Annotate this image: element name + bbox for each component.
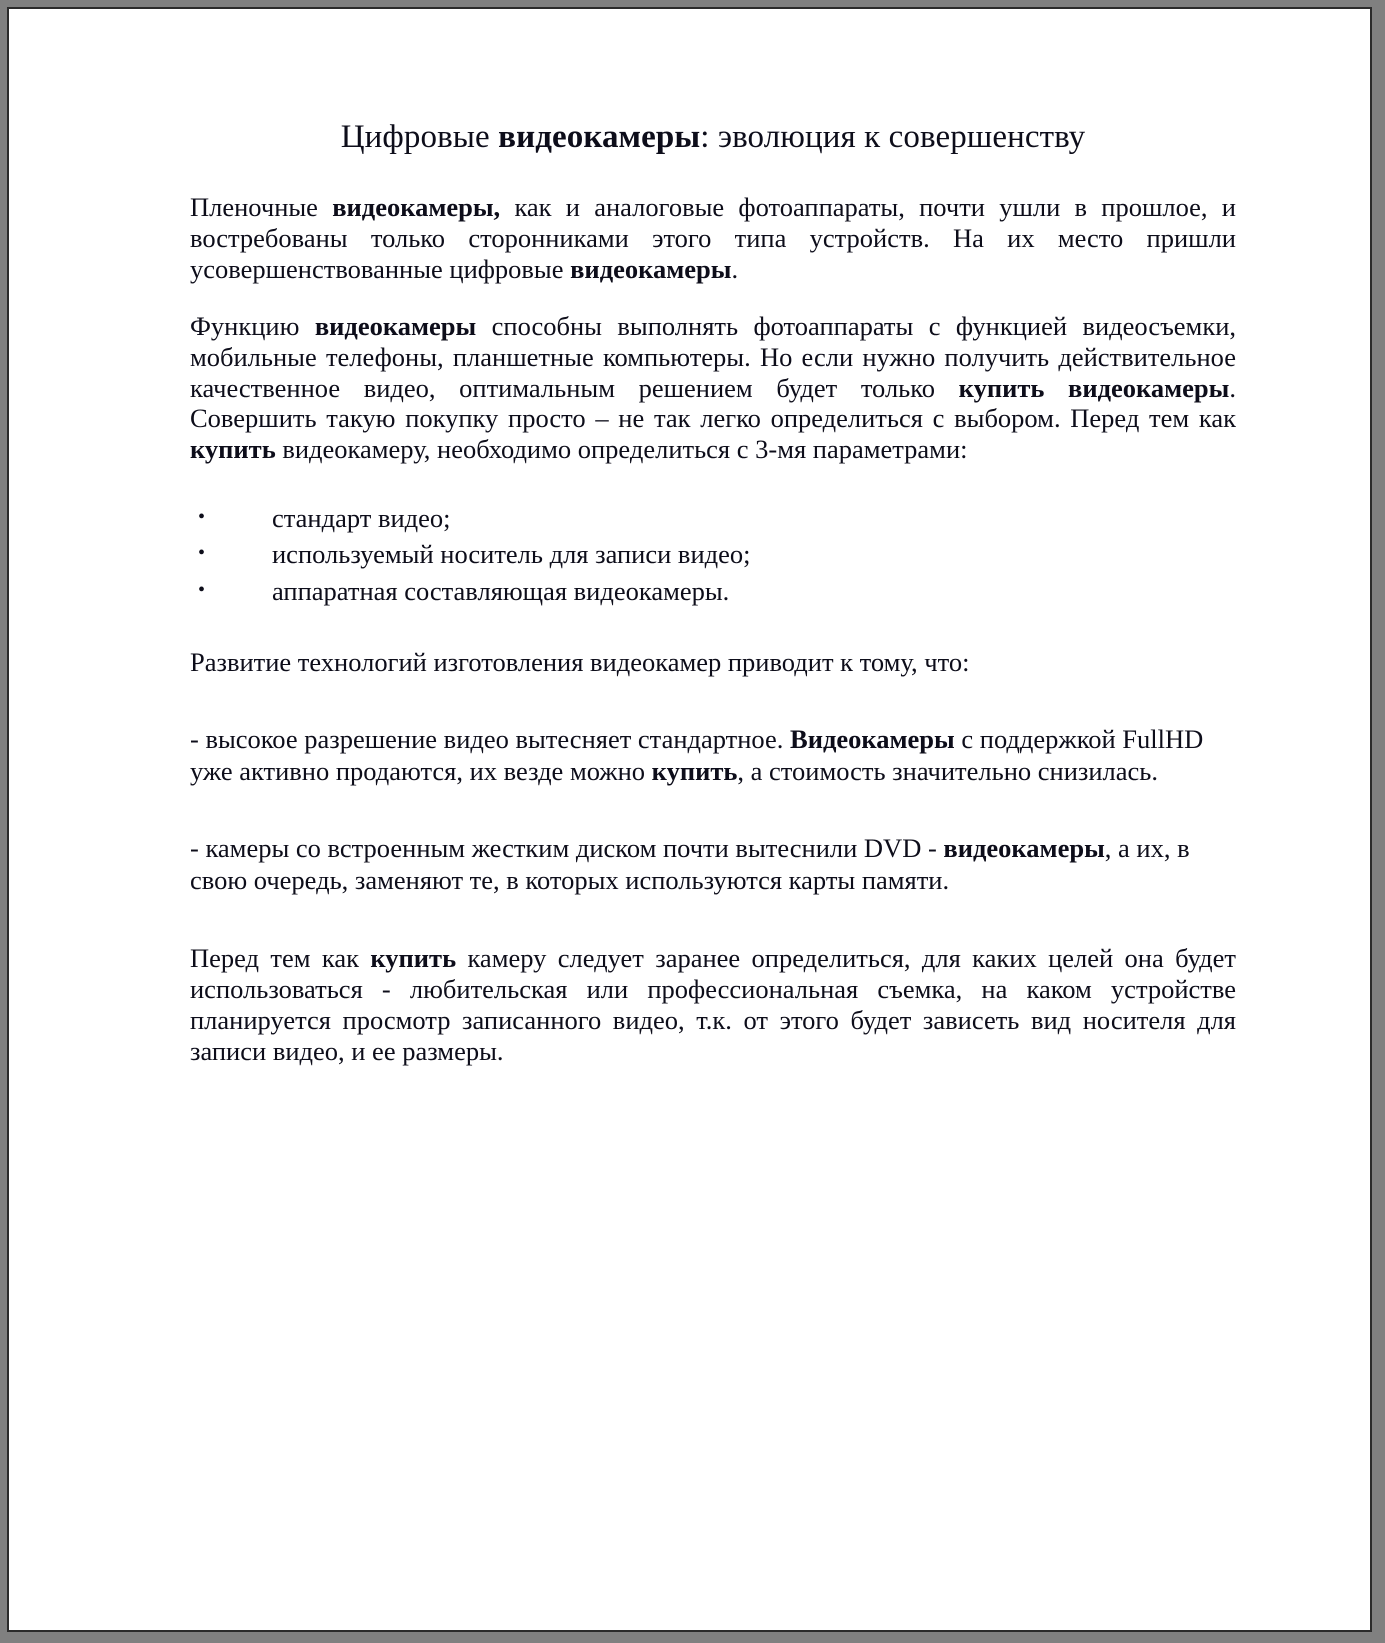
paragraph-5 <box>190 833 1236 897</box>
paragraph-6-segment-1: Перед тем как <box>190 942 371 973</box>
paragraph-4-bold-2: купить <box>651 755 738 786</box>
paragraph-5-segment-1: - камеры со встроенным жестким диском почти вытеснили DVD - <box>190 833 944 864</box>
list-item-label: стандарт видео; <box>272 503 451 534</box>
paragraph-1-bold-1: видеокамеры, <box>332 192 501 223</box>
paragraph-1 <box>190 192 1236 285</box>
bullet-icon: • <box>198 578 206 601</box>
paragraph-5-bold-1: видеокамеры <box>943 833 1105 864</box>
document-page <box>9 9 1370 1630</box>
paragraph-1-segment-3: . <box>731 253 739 284</box>
bullet-icon: • <box>198 542 206 565</box>
list-item <box>190 539 1236 570</box>
page-title <box>190 117 1236 158</box>
paragraph-4-spacer <box>190 813 1236 833</box>
paragraph-4-segment-2: с поддержкой FullHD уже активно продаются, их везде можно <box>190 723 1204 786</box>
paragraph-2-bold-2: купить видеокамеры <box>958 372 1230 403</box>
paragraph-2-bold-3: купить <box>190 434 276 465</box>
paragraph-2-bold-1: видеокамеры <box>314 310 477 341</box>
paragraph-4-segment-3: , а стоимость значительно снизилась. <box>737 755 1158 786</box>
paragraph-1-bold-2: видеокамеры <box>570 253 732 284</box>
paragraph-6-segment-2: камеру следует заранее определиться, для каких целей она будет использоваться - любительская или профессиональная съемка, на каком устройстве планируется просмотр записанного видео, т.к. от этого будет зависеть вид носителя для записи видео, и ее размеры. <box>190 942 1236 1066</box>
list-top-spacer <box>190 491 1236 503</box>
paragraph-6-bold-1: купить <box>370 942 457 973</box>
bullet-icon: • <box>198 506 206 529</box>
paragraph-5-spacer <box>190 923 1236 943</box>
list-item-label: используемый носитель для записи видео; <box>272 539 751 570</box>
list-item <box>190 503 1236 534</box>
title-text-bold: видеокамеры <box>498 119 701 155</box>
list-item <box>190 576 1236 607</box>
paragraph-3-spacer <box>190 704 1236 724</box>
paragraph-3: Развитие технологий изготовления видеокамер приводит к тому, что: <box>190 646 970 677</box>
paragraph-5-segment-2: , а их, в свою очередь, заменяют те, в которых используются карты памяти. <box>190 833 1190 896</box>
title-text-before: Цифровые <box>340 119 499 155</box>
paragraph-2-segment-2: способны выполнять фотоаппараты с функцией видеосъемки, мобильные телефоны, планшетные компьютеры. Но если нужно получить действительное качественное видео, оптимальным решением будет только <box>190 310 1236 403</box>
paragraph-4-bold-1: Видеокамеры <box>790 723 955 754</box>
paragraph-1-segment-2: как и аналоговые фотоаппараты, почти ушли в прошлое, и востребованы только сторонниками этого типа устройств. На их место пришли усовершенствованные цифровые <box>190 192 1236 284</box>
paragraph-2-segment-4: видеокамеру, необходимо определиться с 3-мя параметрами: <box>275 434 968 465</box>
paragraph-1-segment-1: Пленочные <box>190 192 333 223</box>
document-body <box>190 117 1236 1092</box>
list-item-label: аппаратная составляющая видеокамеры. <box>272 575 730 606</box>
paragraph-2-segment-3: . Совершить такую покупку просто – не так легко определиться с выбором. Перед тем как <box>190 372 1236 434</box>
list-bottom-spacer <box>190 635 1236 647</box>
title-text-after: : эволюция к совершенству <box>700 119 1086 155</box>
paragraph-4-segment-1: - высокое разрешение видео вытесняет стандартное. <box>190 723 791 754</box>
parameters-bullet-list <box>190 503 1236 607</box>
document-page-frame <box>7 7 1372 1632</box>
paragraph-2 <box>190 311 1236 465</box>
paragraph-2-segment-1: Функцию <box>190 310 315 341</box>
paragraph-6 <box>190 943 1236 1066</box>
paragraph-4 <box>190 724 1236 788</box>
